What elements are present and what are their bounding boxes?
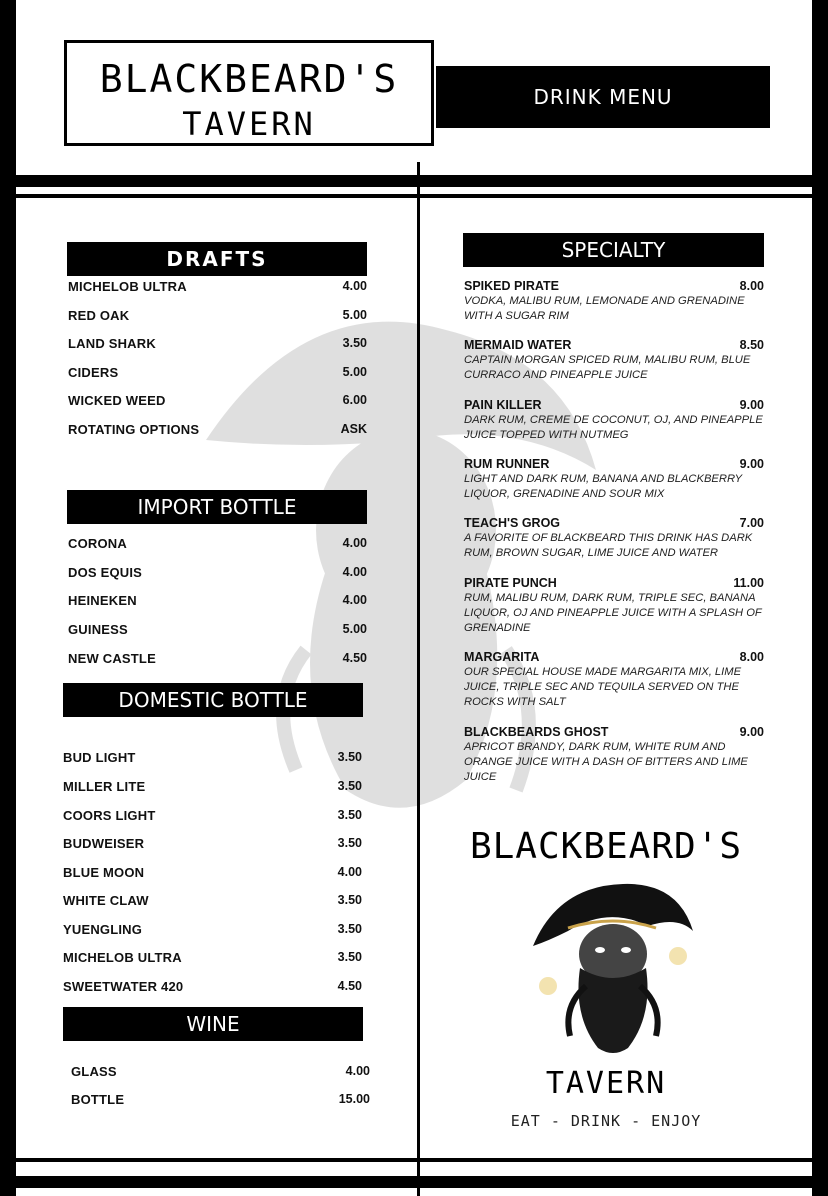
list-item-price: 4.00 bbox=[345, 1064, 370, 1078]
list-item-name: DOS EQUIS bbox=[68, 565, 143, 580]
import-bottle-header: IMPORT BOTTLE bbox=[67, 490, 367, 524]
list-item-name: SWEETWATER 420 bbox=[63, 979, 184, 994]
list-item-price: 5.00 bbox=[342, 365, 367, 379]
specialty-item-name: RUM RUNNER bbox=[464, 457, 550, 471]
bottom-divider-thin bbox=[16, 1158, 812, 1162]
specialty-item-name: TEACH'S GROG bbox=[464, 516, 561, 530]
specialty-item-price: 8.00 bbox=[739, 650, 764, 664]
list-item-name: BLUE MOON bbox=[63, 865, 145, 880]
list-item-name: CIDERS bbox=[68, 365, 119, 380]
list-item-price: 5.00 bbox=[342, 622, 367, 636]
specialty-item-name: MERMAID WATER bbox=[464, 338, 572, 352]
list-item-name: ROTATING OPTIONS bbox=[68, 422, 200, 437]
brand-name: BLACKBEARD'S bbox=[99, 57, 399, 101]
specialty-item-price: 8.00 bbox=[739, 279, 764, 293]
specialty-item-price: 9.00 bbox=[739, 398, 764, 412]
specialty-item-price: 11.00 bbox=[733, 576, 764, 590]
specialty-item bbox=[464, 338, 764, 383]
specialty-item-name: BLACKBEARDS GHOST bbox=[464, 725, 609, 739]
specialty-item-description: APRICOT BRANDY, DARK RUM, WHITE RUM AND ORANGE JUICE WITH A DASH OF BITTERS AND LIME JUICE bbox=[464, 741, 748, 783]
specialty-item-name: PIRATE PUNCH bbox=[464, 576, 557, 590]
list-item-price: 4.50 bbox=[337, 979, 362, 993]
list-item-name: BUD LIGHT bbox=[63, 750, 136, 765]
list-item-price: 3.50 bbox=[337, 779, 362, 793]
domestic-bottle-header: DOMESTIC BOTTLE bbox=[63, 683, 363, 717]
top-divider-thick bbox=[16, 175, 812, 187]
logo-tagline: EAT - DRINK - ENJOY bbox=[510, 1112, 702, 1130]
list-item-name: MICHELOB ULTRA bbox=[63, 950, 182, 965]
specialty-item-description: RUM, MALIBU RUM, DARK RUM, TRIPLE SEC, BANANA LIQUOR, OJ AND PINEAPPLE JUICE WITH A SPLASH OF GRENADINE bbox=[464, 592, 762, 634]
list-item-price: 3.50 bbox=[342, 336, 367, 350]
specialty-item bbox=[464, 516, 764, 561]
specialty-item-description: A FAVORITE OF BLACKBEARD THIS DRINK HAS DARK RUM, BROWN SUGAR, LIME JUICE AND WATER bbox=[464, 532, 753, 559]
drink-menu-banner: DRINK MENU bbox=[436, 66, 770, 128]
list-item-price: 4.00 bbox=[342, 279, 367, 293]
list-item-price: 3.50 bbox=[337, 893, 362, 907]
list-item-price: 15.00 bbox=[338, 1092, 370, 1106]
specialty-item-price: 9.00 bbox=[739, 457, 764, 471]
list-item-name: LAND SHARK bbox=[68, 336, 156, 351]
list-item-name: BUDWEISER bbox=[63, 836, 145, 851]
list-item-name: YUENGLING bbox=[63, 922, 143, 937]
logo-brand-name: BLACKBEARD'S bbox=[469, 826, 743, 867]
specialty-item-description: OUR SPECIAL HOUSE MADE MARGARITA MIX, LIME JUICE, TRIPLE SEC AND TEQUILA SERVED ON THE ROCKS WITH SALT bbox=[464, 666, 742, 708]
list-item-price: 5.00 bbox=[342, 308, 367, 322]
list-item-name: CORONA bbox=[68, 536, 127, 551]
list-item-price: 4.00 bbox=[342, 536, 367, 550]
menu-page bbox=[16, 0, 812, 1196]
logo-tavern: TAVERN bbox=[545, 1066, 667, 1101]
brand-tavern: TAVERN bbox=[182, 105, 316, 143]
specialty-item-name: MARGARITA bbox=[464, 650, 540, 664]
specialty-item-description: VODKA, MALIBU RUM, LEMONADE AND GRENADINE WITH A SUGAR RIM bbox=[464, 295, 745, 322]
list-item-name: HEINEKEN bbox=[68, 593, 137, 608]
specialty-item bbox=[464, 398, 764, 443]
list-item-price: 4.00 bbox=[342, 565, 367, 579]
brand-box bbox=[64, 40, 434, 146]
list-item-price: 3.50 bbox=[337, 750, 362, 764]
list-item-name: RED OAK bbox=[68, 308, 130, 323]
specialty-item bbox=[464, 457, 764, 502]
column-divider bbox=[417, 162, 420, 1196]
list-item-price: 4.00 bbox=[337, 865, 362, 879]
specialty-item bbox=[464, 650, 764, 710]
list-item-price: 4.00 bbox=[342, 593, 367, 607]
specialty-item-description: LIGHT AND DARK RUM, BANANA AND BLACKBERRY LIQUOR, GRENADINE AND SOUR MIX bbox=[464, 473, 742, 500]
list-item-price: 6.00 bbox=[342, 393, 367, 407]
list-item-price: ASK bbox=[340, 422, 367, 436]
specialty-header: SPECIALTY bbox=[463, 233, 764, 267]
wine-header: WINE bbox=[63, 1007, 363, 1041]
specialty-item-description: DARK RUM, CREME DE COCONUT, OJ, AND PINEAPPLE JUICE TOPPED WITH NUTMEG bbox=[464, 414, 763, 441]
bottom-divider-thick bbox=[16, 1176, 812, 1188]
list-item-name: COORS LIGHT bbox=[63, 808, 156, 823]
list-item-name: GLASS bbox=[71, 1064, 117, 1079]
specialty-item-name: PAIN KILLER bbox=[464, 398, 542, 412]
list-item-name: NEW CASTLE bbox=[68, 651, 156, 666]
specialty-item bbox=[464, 279, 764, 324]
list-item-name: MICHELOB ULTRA bbox=[68, 279, 187, 294]
list-item-name: WHITE CLAW bbox=[63, 893, 149, 908]
drafts-header: DRAFTS bbox=[67, 242, 367, 276]
list-item-name: WICKED WEED bbox=[68, 393, 166, 408]
specialty-item-name: SPIKED PIRATE bbox=[464, 279, 559, 293]
pirate-logo-icon bbox=[528, 876, 698, 1058]
specialty-item-description: CAPTAIN MORGAN SPICED RUM, MALIBU RUM, BLUE CURRACO AND PINEAPPLE JUICE bbox=[464, 354, 751, 381]
top-divider-thin bbox=[16, 194, 812, 198]
list-item-price: 3.50 bbox=[337, 836, 362, 850]
specialty-item bbox=[464, 576, 764, 636]
specialty-item bbox=[464, 725, 764, 785]
list-item-price: 3.50 bbox=[337, 922, 362, 936]
specialty-item-price: 8.50 bbox=[739, 338, 764, 352]
specialty-item-price: 7.00 bbox=[739, 516, 764, 530]
specialty-item-price: 9.00 bbox=[739, 725, 764, 739]
list-item-price: 3.50 bbox=[337, 808, 362, 822]
list-item-name: MILLER LITE bbox=[63, 779, 146, 794]
list-item-price: 3.50 bbox=[337, 950, 362, 964]
list-item-price: 4.50 bbox=[342, 651, 367, 665]
list-item-name: BOTTLE bbox=[71, 1092, 125, 1107]
list-item-name: GUINESS bbox=[68, 622, 128, 637]
